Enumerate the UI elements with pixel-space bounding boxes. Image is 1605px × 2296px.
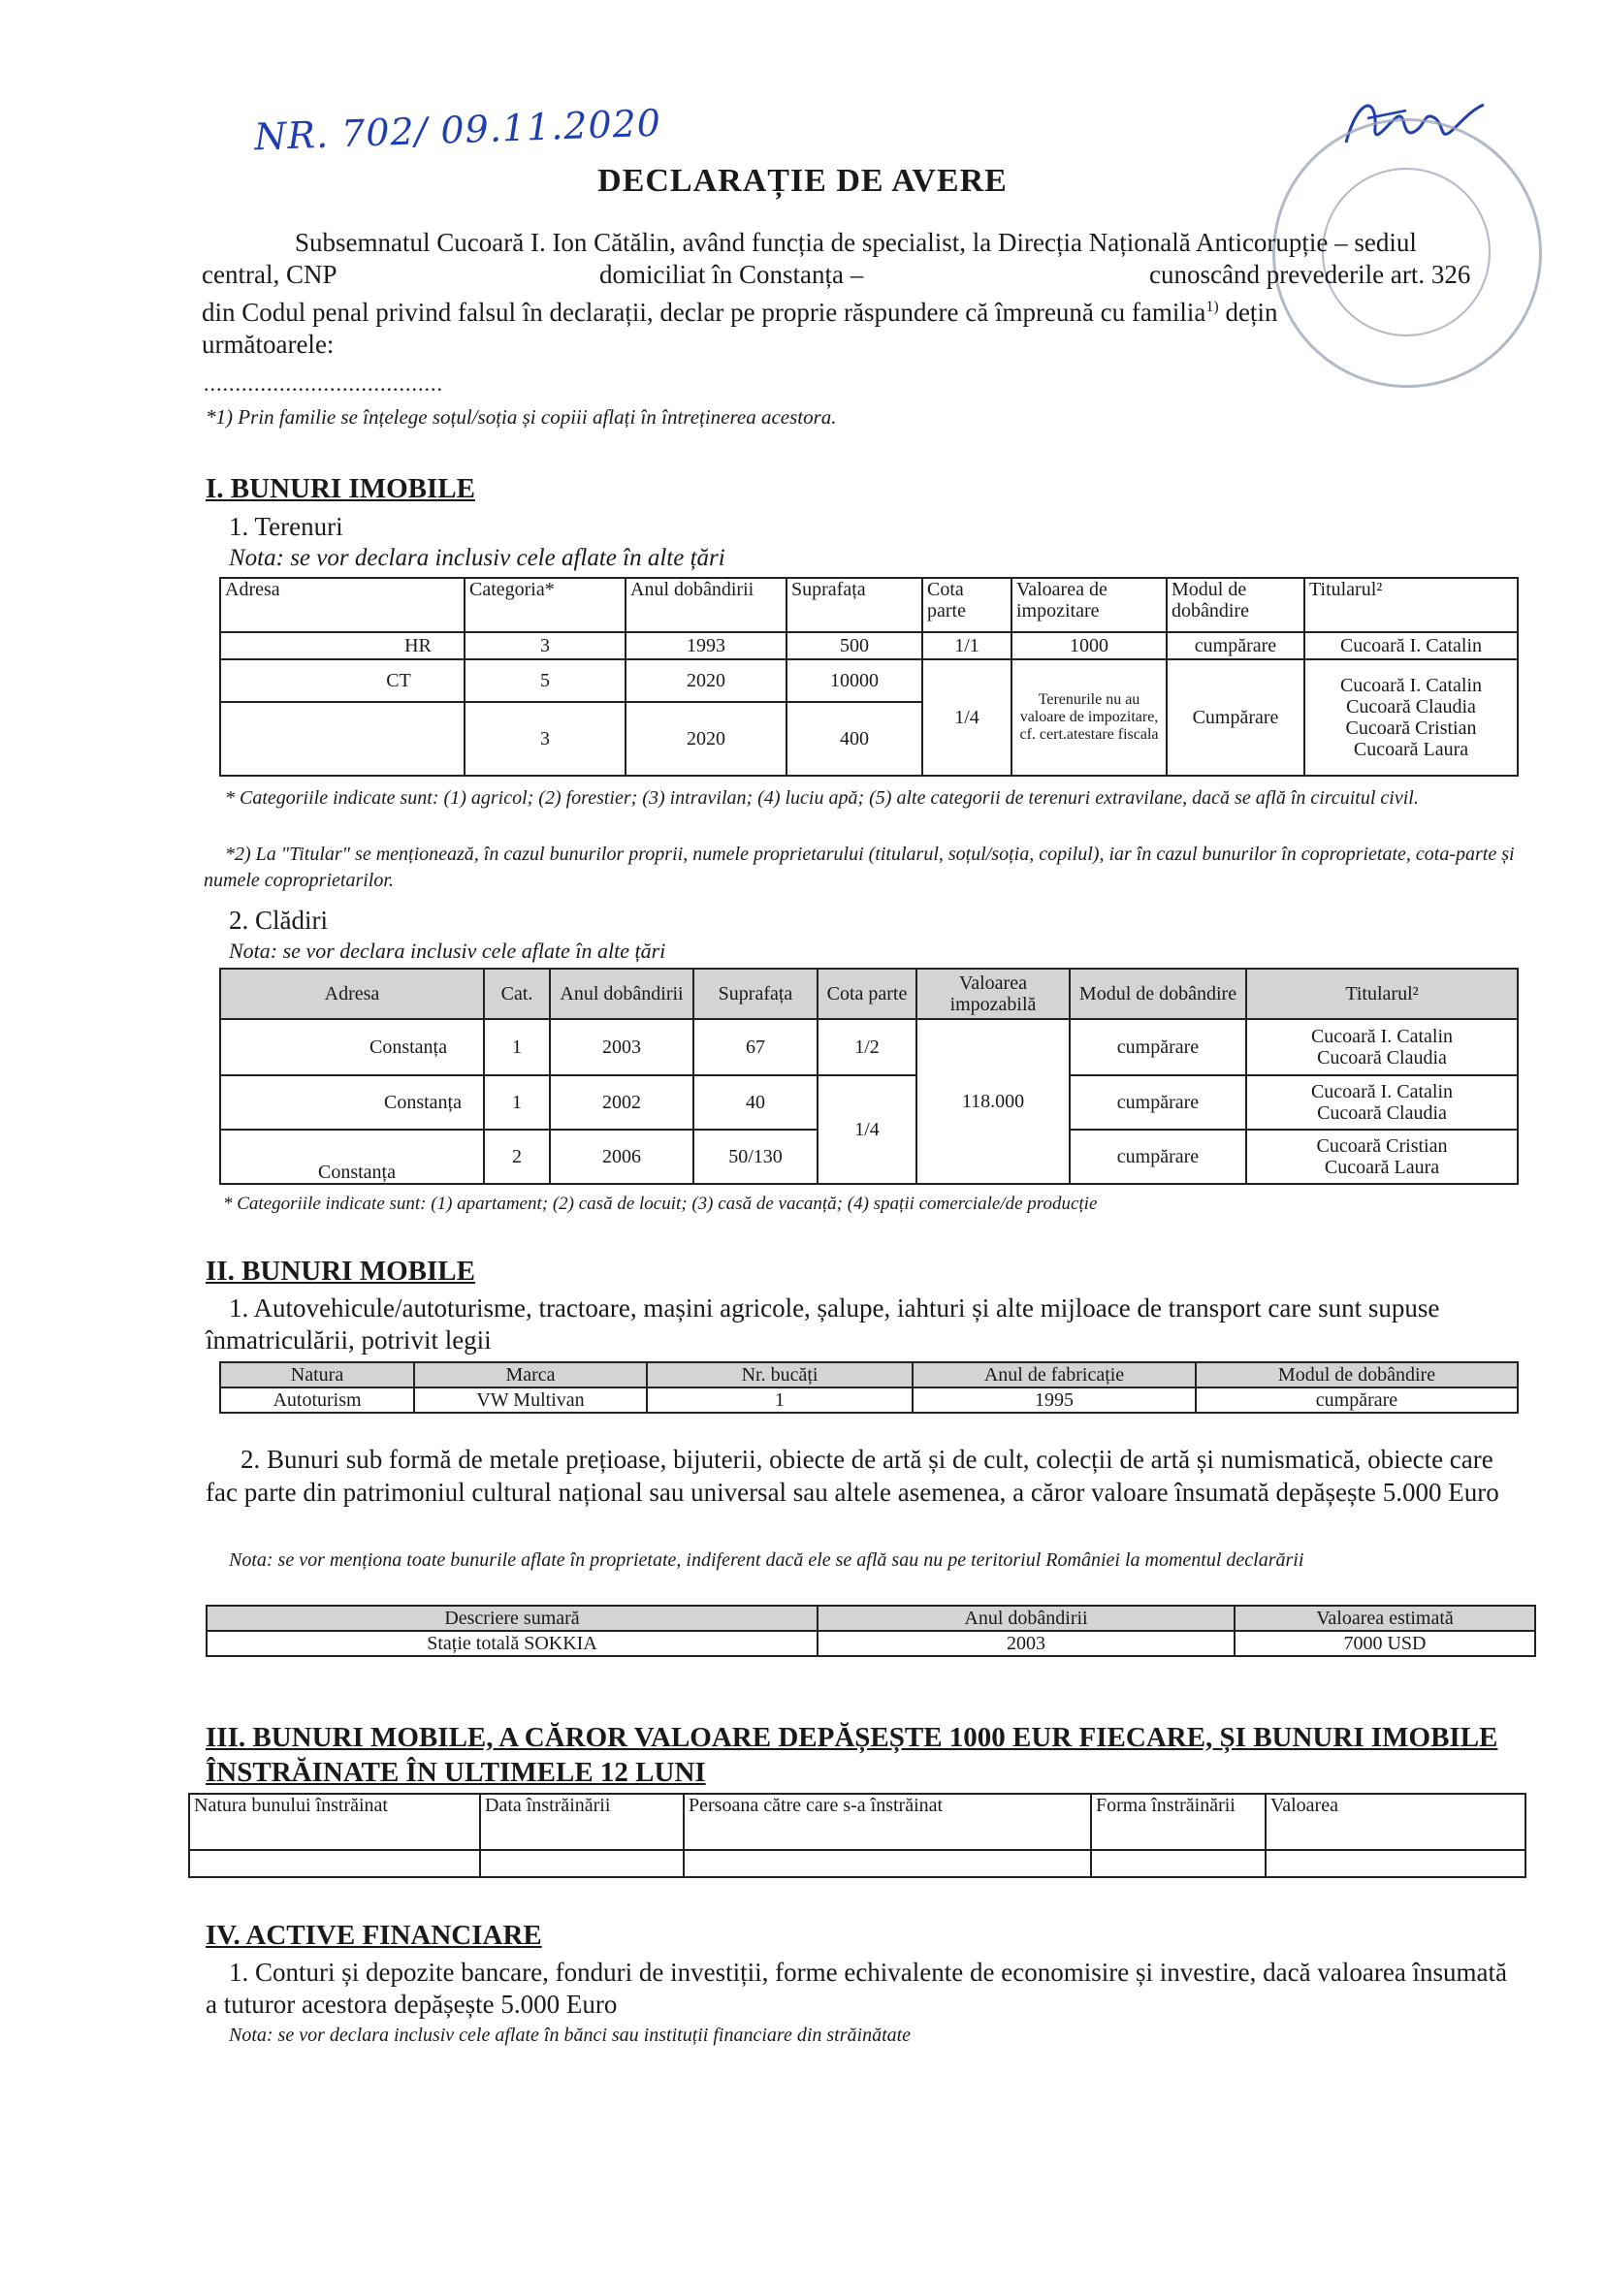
- table-row: [220, 1075, 1518, 1130]
- section-title: II. BUNURI MOBILE: [206, 1256, 475, 1287]
- table-cell: Stație totală SOKKIA: [207, 1631, 818, 1656]
- table-cell: cumpărare: [1070, 1130, 1246, 1184]
- table-header: Modul de dobândire: [1196, 1362, 1518, 1387]
- table-cell: Terenurile nu au valoare de impozitare, cf. cert.atestare fiscala: [1011, 659, 1167, 776]
- intro-paragraph: [202, 227, 1521, 361]
- instrainate-table: [188, 1793, 1526, 1878]
- table-header: Suprafața: [693, 969, 818, 1019]
- table-header: Persoana către care s-a înstrăinat: [684, 1794, 1091, 1850]
- table-row: [220, 1019, 1518, 1075]
- table-header: Data înstrăinării: [480, 1794, 684, 1850]
- table-cell: Cumpărare: [1167, 659, 1304, 776]
- titular-name: Cucoară Claudia: [1346, 696, 1476, 718]
- table-row: [220, 632, 1518, 659]
- table-cell: [1246, 1075, 1518, 1130]
- table-cell: [1246, 1019, 1518, 1075]
- table-header: Cat.: [484, 969, 550, 1019]
- note: Nota: se vor declara inclusiv cele aflate în alte țări: [229, 939, 666, 963]
- table-header: Anul de fabricație: [913, 1362, 1196, 1387]
- intro-line: cunoscând prevederile art. 326: [1149, 260, 1471, 289]
- titular-name: Cucoară I. Catalin: [1310, 1026, 1454, 1047]
- bunuri-table: [206, 1605, 1536, 1657]
- table-cell: 500: [786, 632, 922, 659]
- table-cell: 1/2: [818, 1019, 916, 1075]
- table-header: Natura bunului înstrăinat: [189, 1794, 480, 1850]
- table-cell: cumpărare: [1196, 1387, 1518, 1413]
- section-title-line: III. BUNURI MOBILE, A CĂROR VALOARE DEPĂȘEȘTE 1000 EUR FIECARE, ȘI BUNURI IMOBILE: [206, 1722, 1498, 1753]
- table-cell: 1000: [1011, 632, 1167, 659]
- dotted-line: ......................................: [204, 371, 443, 396]
- note: Nota: se vor menționa toate bunurile aflate în proprietate, indiferent dacă ele se află sau nu pe teritoriul României la momentul declarării: [229, 1549, 1304, 1571]
- intro-line: domiciliat în Constanța –: [599, 260, 864, 289]
- table-cell: cumpărare: [1167, 632, 1304, 659]
- titular-name: Cucoară Claudia: [1317, 1047, 1447, 1068]
- table-cell: 1/4: [818, 1075, 916, 1184]
- table-header: Anul dobândirii: [550, 969, 693, 1019]
- subsection-title: 1. Conturi și depozite bancare, fonduri de investiții, forme echivalente de economisire și investire, dacă valoarea însumată a tuturor acestora depășește 5.000 Euro: [206, 1958, 1508, 2019]
- table-cell: 67: [693, 1019, 818, 1075]
- table-cell: [189, 1850, 480, 1877]
- table-cell: 2003: [550, 1019, 693, 1075]
- table-header: Anul dobândirii: [626, 578, 786, 632]
- category-note: * Categoriile indicate sunt: (1) apartament; (2) casă de locuit; (3) casă de vacanță; (4) spații comerciale/de producție: [223, 1194, 1098, 1214]
- table-header: Modul de dobândire: [1070, 969, 1246, 1019]
- table-cell: [1266, 1850, 1525, 1877]
- subsection-title: 1. Terenuri: [229, 512, 343, 541]
- table-cell: 7000 USD: [1235, 1631, 1535, 1656]
- table-cell: 1: [647, 1387, 913, 1413]
- intro-line: următoarele:: [202, 330, 335, 359]
- table-cell: 50/130: [693, 1130, 818, 1184]
- table-header: Valoarea impozabilă: [916, 969, 1070, 1019]
- table-cell: 1: [484, 1019, 550, 1075]
- table-header: Adresa: [220, 578, 465, 632]
- note: Nota: se vor declara inclusiv cele aflate în alte țări: [229, 545, 725, 571]
- section-title: IV. ACTIVE FINANCIARE: [206, 1920, 542, 1951]
- table-header: Adresa: [220, 969, 484, 1019]
- intro-line: Subsemnatul Cucoară I. Ion Cătălin, având funcția de specialist, la Direcția Națională Anticorupție – sediul: [295, 228, 1417, 257]
- page-title: DECLARAȚIE DE AVERE: [597, 163, 1008, 199]
- table-cell: 1/1: [922, 632, 1011, 659]
- titular-name: Cucoară Cristian: [1316, 1135, 1448, 1157]
- table-header: Natura: [220, 1362, 414, 1387]
- table-header: Descriere sumară: [207, 1606, 818, 1631]
- table-header: Marca: [414, 1362, 647, 1387]
- table-cell: VW Multivan: [414, 1387, 647, 1413]
- table-row: [220, 659, 1518, 702]
- table-cell: 2: [484, 1130, 550, 1184]
- table-header: Cota parte: [818, 969, 916, 1019]
- registration-number: NR. 702/ 09.11.2020: [253, 101, 662, 159]
- table-row: [220, 1387, 1518, 1413]
- table-cell: cumpărare: [1070, 1019, 1246, 1075]
- table-cell: [684, 1850, 1091, 1877]
- titular-name: Cucoară Laura: [1324, 1157, 1440, 1178]
- table-header: Anul dobândirii: [818, 1606, 1235, 1631]
- table-header: Titularul²: [1246, 969, 1518, 1019]
- table-header: Forma înstrăinării: [1091, 1794, 1266, 1850]
- subsection-title: 1. Autovehicule/autoturisme, tractoare, mașini agricole, șalupe, iahturi și alte mijloace de transport care sunt supuse înmatriculării, potrivit legii: [206, 1293, 1440, 1355]
- table-cell: [220, 702, 465, 776]
- table-cell: 2020: [626, 659, 786, 702]
- table-header: Valoarea estimată: [1235, 1606, 1535, 1631]
- titular-note-text: *2) La "Titular" se menționează, în cazul bunurilor proprii, numele proprietarului (titularul, soțul/soția, copilul), iar în cazul bunurilor în coproprietate, cota-parte și numele coproprietarilor.: [204, 844, 1515, 891]
- table-cell: [1304, 659, 1518, 776]
- table-header: Suprafața: [786, 578, 922, 632]
- table-cell: Autoturism: [220, 1387, 414, 1413]
- table-cell: 1: [484, 1075, 550, 1130]
- table-cell: 5: [465, 659, 626, 702]
- table-header: Cota parte: [922, 578, 1011, 632]
- table-header: Valoarea: [1266, 1794, 1525, 1850]
- table-cell: Constanța: [220, 1130, 484, 1184]
- category-note: [204, 785, 1518, 812]
- cladiri-table: [219, 968, 1519, 1185]
- table-cell: Constanța: [220, 1019, 484, 1075]
- titular-name: Cucoară Claudia: [1317, 1102, 1447, 1124]
- table-cell: 1993: [626, 632, 786, 659]
- table-cell: 3: [465, 632, 626, 659]
- intro-line: central, CNP: [202, 260, 337, 289]
- table-cell: Cucoară I. Catalin: [1304, 632, 1518, 659]
- section-title: [206, 1720, 1497, 1790]
- table-cell: [1246, 1130, 1518, 1184]
- footnote-ref: 1): [1205, 299, 1219, 315]
- category-note-text: * Categoriile indicate sunt: (1) agricol; (2) forestier; (3) intravilan; (4) luciu apă; (5) alte categorii de terenuri extravilane, dacă se află în circuitul civil.: [225, 787, 1419, 809]
- family-note: *1) Prin familie se înțelege soțul/soția și copiii aflați în întreținerea acestora.: [206, 405, 837, 429]
- teren-table: [219, 577, 1519, 777]
- table-cell: 40: [693, 1075, 818, 1130]
- table-cell: Constanța: [220, 1075, 484, 1130]
- section-title-line: ÎNSTRĂINATE ÎN ULTIMELE 12 LUNI: [206, 1757, 706, 1788]
- table-cell: 2006: [550, 1130, 693, 1184]
- table-row: [207, 1631, 1535, 1656]
- note: Nota: se vor declara inclusiv cele aflate în bănci sau instituții financiare din străinătate: [229, 2025, 912, 2046]
- table-cell: 2003: [818, 1631, 1235, 1656]
- subsection-title: 2. Clădiri: [229, 906, 328, 935]
- table-row: [189, 1850, 1525, 1877]
- titular-name: Cucoară Cristian: [1345, 718, 1477, 739]
- table-cell: 1995: [913, 1387, 1196, 1413]
- table-cell: 1/4: [922, 659, 1011, 776]
- table-header: Modul de dobândire: [1167, 578, 1304, 632]
- table-cell: CT: [220, 659, 465, 702]
- subsection-title: 2. Bunuri sub formă de metale prețioase, bijuterii, obiecte de artă și de cult, colecții de artă și numismatică, obiecte care fac parte din patrimoniul cultural național sau universal sau altele asemenea, a căror valoare însumată depășește 5.000 Euro: [206, 1445, 1499, 1507]
- table-cell: [1091, 1850, 1266, 1877]
- table-cell: 10000: [786, 659, 922, 702]
- intro-line: dețin: [1218, 298, 1278, 327]
- table-cell: 118.000: [916, 1019, 1070, 1184]
- titular-name: Cucoară Laura: [1353, 739, 1469, 760]
- table-cell: cumpărare: [1070, 1075, 1246, 1130]
- autovehicule-table: [219, 1361, 1519, 1414]
- intro-line: din Codul penal privind falsul în declarații, declar pe proprie răspundere că împreună cu familia: [202, 298, 1206, 327]
- section-title: I. BUNURI IMOBILE: [206, 473, 475, 504]
- table-header: Categoria*: [465, 578, 626, 632]
- titular-note: [204, 842, 1518, 894]
- table-cell: 3: [465, 702, 626, 776]
- table-cell: 2020: [626, 702, 786, 776]
- table-cell: [480, 1850, 684, 1877]
- titular-name: Cucoară I. Catalin: [1310, 1081, 1454, 1102]
- table-cell: HR: [220, 632, 465, 659]
- table-header: Valoarea de impozitare: [1011, 578, 1167, 632]
- titular-name: Cucoară I. Catalin: [1339, 675, 1483, 696]
- table-header: Nr. bucăți: [647, 1362, 913, 1387]
- table-cell: 2002: [550, 1075, 693, 1130]
- table-cell: 400: [786, 702, 922, 776]
- table-header: Titularul²: [1304, 578, 1518, 632]
